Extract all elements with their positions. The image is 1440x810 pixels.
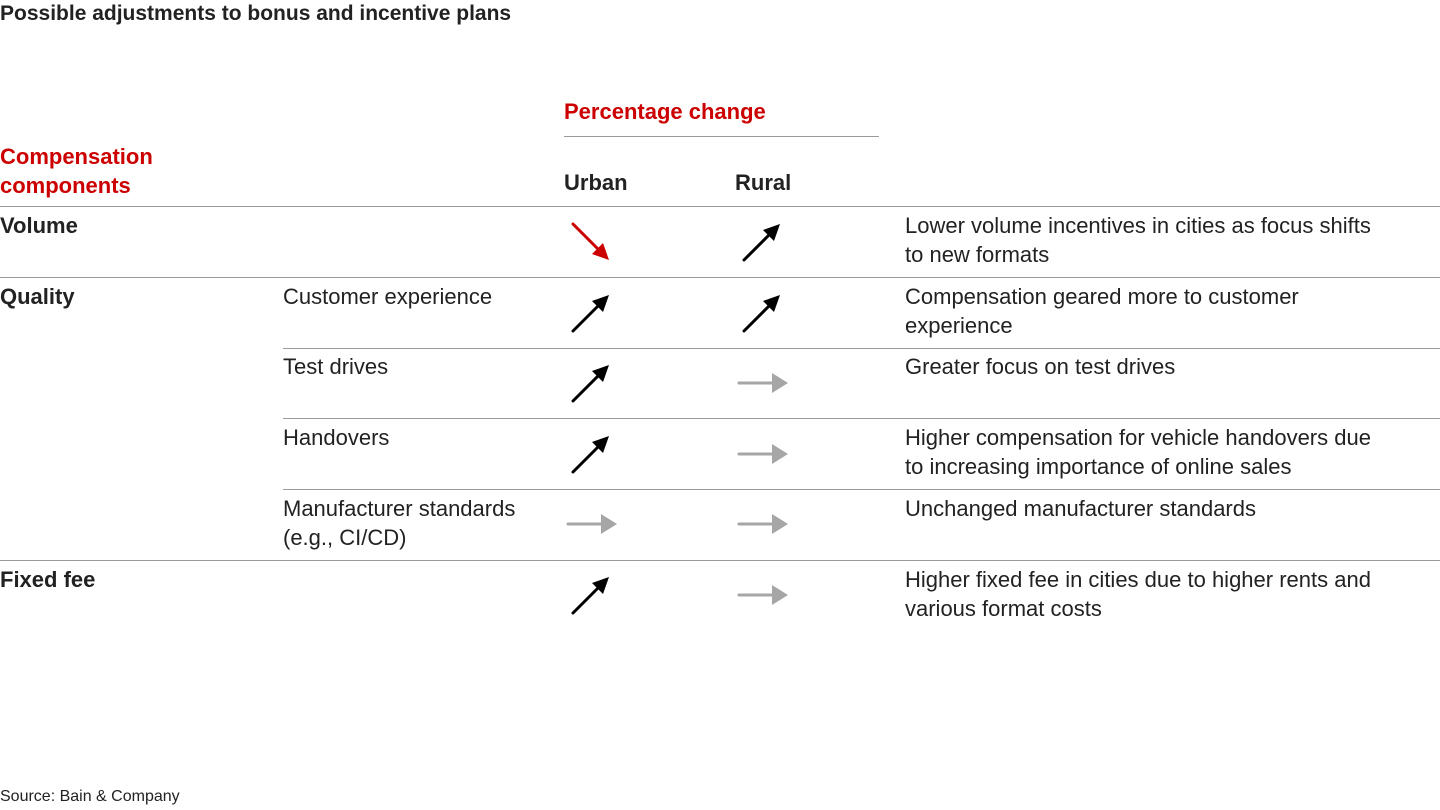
percentage-change-rule [564,136,879,137]
sub-label-handovers: Handovers [283,425,390,450]
arrow-down-right-icon [565,216,617,268]
description-customer-experience: Compensation geared more to customer experience [905,284,1299,338]
divider-test-drives [283,418,1440,419]
arrow-up-right-icon [565,287,617,339]
sub-label-manufacturer-standards: Manufacturer standards (e.g., CI/CD) [283,496,516,550]
divider-header [0,206,1440,207]
arrow-up-right-icon [565,569,617,621]
description-volume: Lower volume incentives in cities as focus shifts to new formats [905,213,1371,267]
divider-quality [0,560,1440,561]
sub-label-test-drives: Test drives [283,354,389,379]
arrow-right-icon [565,498,617,550]
divider-customer-experience [283,348,1440,349]
arrow-up-right-icon [736,287,788,339]
arrow-right-icon [736,357,788,409]
divider-volume [0,277,1440,278]
column-header-rural: Rural [735,170,792,195]
arrow-up-right-icon [736,216,788,268]
description-fixed-fee: Higher fixed fee in cities due to higher rents and various format costs [905,567,1371,621]
arrow-up-right-icon [565,428,617,480]
group-label-fixed-fee: Fixed fee [0,567,96,592]
description-test-drives: Greater focus on test drives [905,354,1176,379]
description-handovers: Higher compensation for vehicle handovers due to increasing importance of online sales [905,425,1371,479]
group-label-quality: Quality [0,284,75,309]
compensation-components-header: Compensation components [0,144,153,198]
source-note: Source: Bain & Company [0,788,180,805]
sub-label-customer-experience: Customer experience [283,284,493,309]
column-header-urban: Urban [564,170,628,195]
arrow-right-icon [736,428,788,480]
percentage-change-header: Percentage change [564,99,766,124]
page-title: Possible adjustments to bonus and incentive plans [0,2,512,25]
arrow-right-icon [736,498,788,550]
description-manufacturer-standards: Unchanged manufacturer standards [905,496,1256,521]
arrow-up-right-icon [565,357,617,409]
group-label-volume: Volume [0,213,78,238]
arrow-right-icon [736,569,788,621]
divider-handovers [283,489,1440,490]
